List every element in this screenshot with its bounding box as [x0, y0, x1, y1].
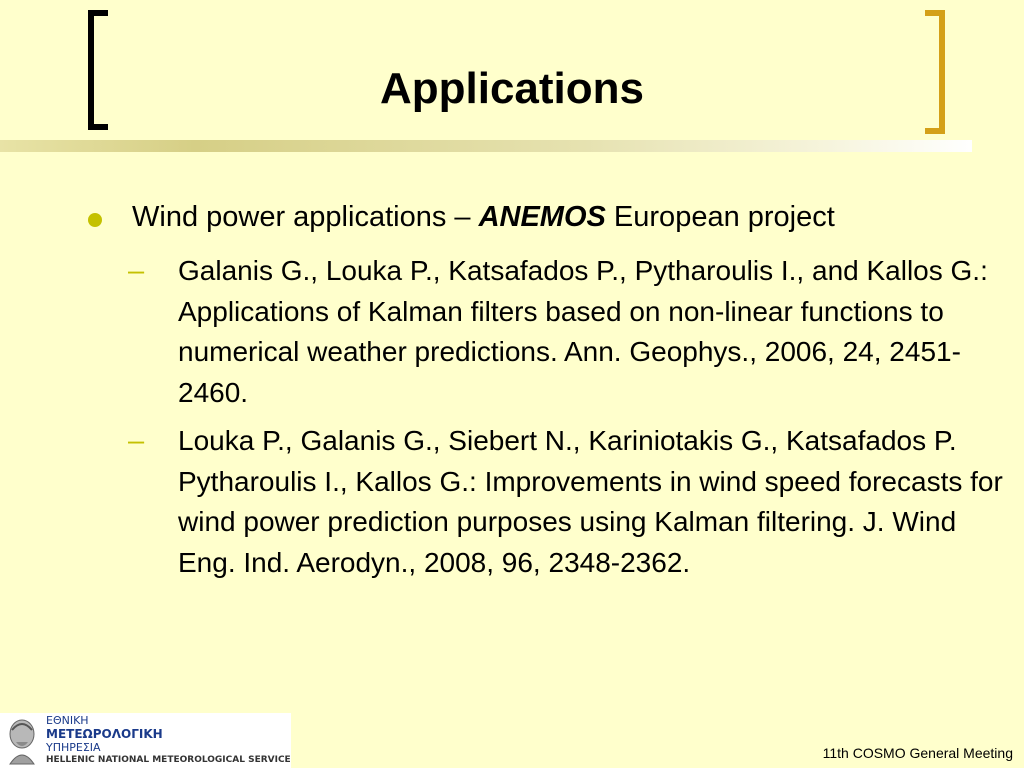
- dash-icon: –: [128, 255, 145, 287]
- reference-1: Galanis G., Louka P., Katsafados P., Pytharoulis I., and Kallos G.: Applications of Kalman filters based on non-linear functions to numerical weather predictions. Ann. Geophys., 2006, 24, 2451-2460.: [178, 255, 988, 408]
- project-name: ANEMOS: [478, 201, 606, 233]
- hnms-logo: [0, 713, 291, 768]
- bullet-item: Wind power applications – ANEMOS European project: [132, 201, 835, 233]
- slide-title: Applications: [379, 64, 645, 113]
- footer-text: 11th COSMO General Meeting: [822, 745, 1013, 761]
- dash-icon: –: [128, 425, 145, 457]
- reference-2: Louka P., Galanis G., Siebert N., Kariniotakis G., Katsafados P. Pytharoulis I., Kallos G.: Improvements in wind speed forecasts for wind power prediction purposes using Kalman filtering. J. Wind Eng. Ind. Aerodyn., 2008, 96, 2348-2362.: [178, 425, 1003, 578]
- bullet-dot-icon: [88, 213, 102, 227]
- bust-icon: [2, 716, 42, 766]
- title-underline: [0, 140, 972, 152]
- logo-text: ΕΘΝΙΚΗ ΜΕΤΕΩΡΟΛΟΓΙΚΗ ΥΠΗΡΕΣΙΑ HELLENIC NATIONAL METEOROLOGICAL SERVICE: [46, 714, 291, 765]
